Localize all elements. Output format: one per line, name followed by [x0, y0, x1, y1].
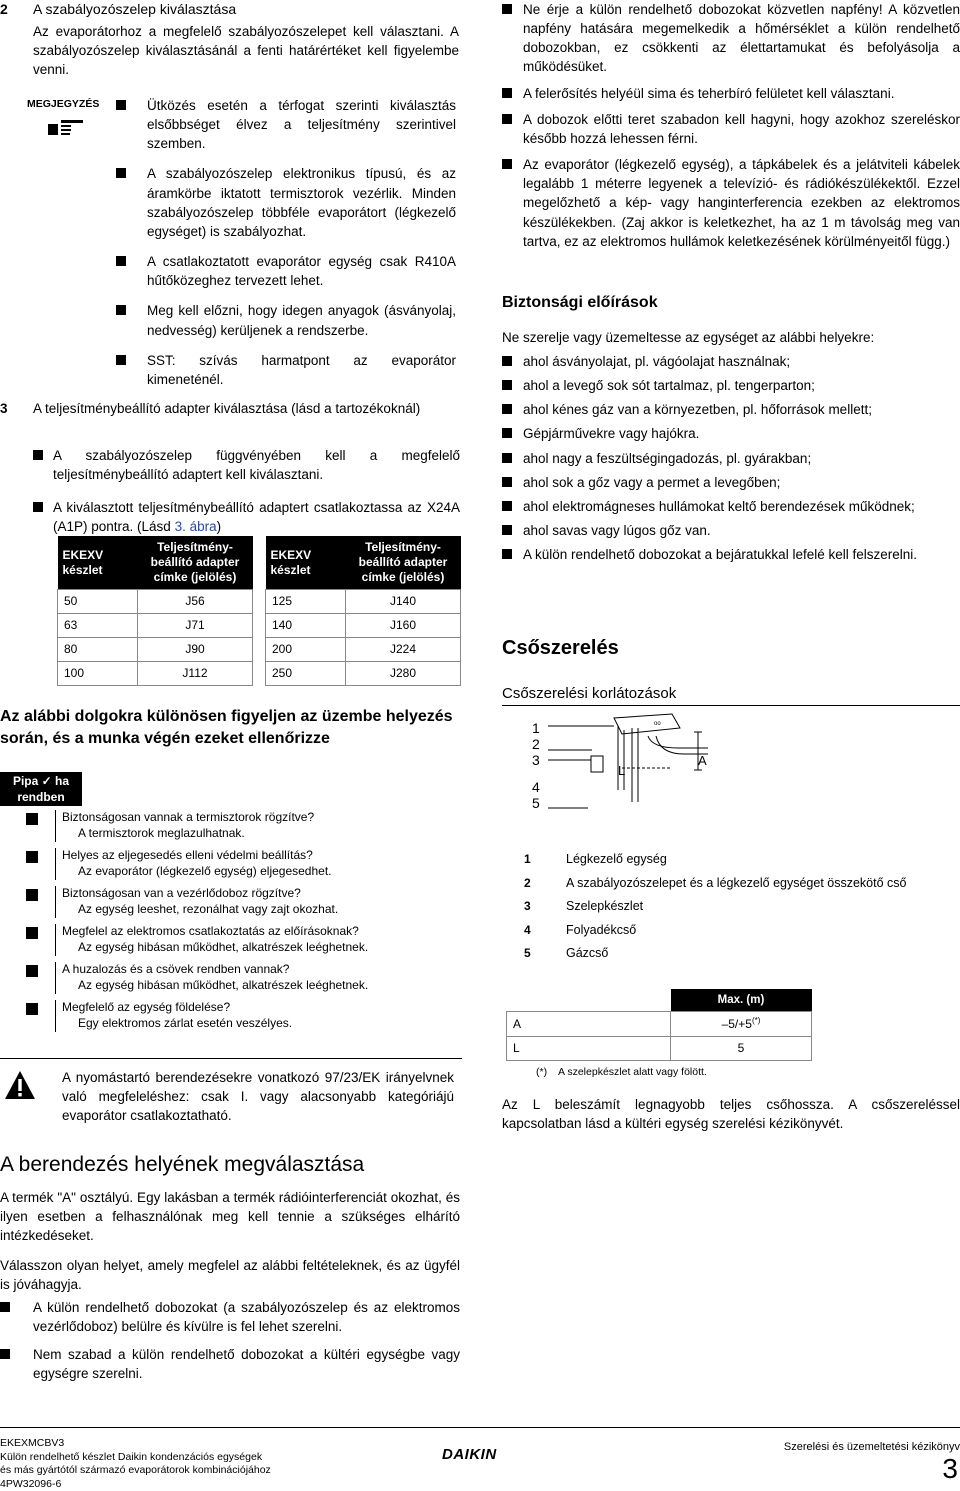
pipe-subtitle: Csőszerelési korlátozások: [502, 685, 677, 702]
note-item: A szabályozószelep elektronikus típusú, és az áramkörbe iktatott termisztorok vezérlik. Minden szabályozószelep többféle evaporátort (légkezelő egységet) is szabályozhat.: [116, 164, 456, 241]
footer-divider: [0, 1427, 960, 1428]
requirements-list: [502, 0, 960, 259]
place-list: [0, 1298, 460, 1392]
checkbox[interactable]: [26, 965, 38, 977]
section-3-text: A teljesítménybeállító adapter kiválasztása (lásd a tartozékoknál): [33, 401, 421, 416]
svg-text:oo: oo: [654, 721, 661, 727]
requirement-item: Ne érje a külön rendelhető dobozokat közvetlen napfény! A közvetlen napfény hatására megemelkedik a hőmérséklet a külön rendelhető dobozokban, ez csökkenti az élettartamukat és befolyásolja a működésüket.: [502, 0, 960, 77]
adapter-table-1: [57, 536, 253, 686]
section-title: A szabályozószelep kiválasztása: [33, 1, 237, 17]
table-row: 63 J71: [58, 614, 253, 638]
page-number: 3: [942, 1453, 958, 1484]
table-header: EKEXV készlet: [58, 536, 138, 590]
legend-item: 1 Légkezelő egység: [524, 852, 667, 866]
checkbox[interactable]: [26, 813, 38, 825]
daikin-logo: DAIKIN: [442, 1446, 497, 1463]
checklist-item: Megfelelő az egység földelése? Egy elektromos zárlat esetén veszélyes.: [0, 1000, 462, 1038]
safety-list: [502, 352, 960, 572]
warning-icon: [4, 1070, 36, 1105]
safety-item: ahol savas vagy lúgos gőz van.: [502, 521, 960, 540]
table-row: 50 J56: [58, 590, 253, 614]
adapter-table-2: [265, 536, 461, 686]
safety-item: ahol kénes gáz van a környezetben, pl. hőforrások mellett;: [502, 400, 960, 419]
table-header: Teljesítmény-beállító adapter címke (jelölés): [346, 536, 461, 590]
checkbox[interactable]: [26, 889, 38, 901]
diagram-numbers: 1 2 3 4 5: [532, 720, 540, 811]
note-item: SST: szívás harmatpont az evaporátor kimeneténél.: [116, 351, 456, 389]
s3-item: A kiválasztott teljesítménybeállító adaptert csatlakoztassa az X24A (A1P) pontra. (Lásd 3. ábra): [33, 498, 460, 536]
section-3: [0, 399, 460, 418]
divider: [502, 705, 960, 706]
checklist-item: Biztonságosan van a vezérlődoboz rögzítve? Az egység leeshet, rezonálhat vagy zajt okozhat.: [0, 886, 462, 924]
requirement-item: A dobozok előtti teret szabadon kell hagyni, hogy azokhoz szereléskor később hozzá lehessen férni.: [502, 110, 960, 148]
checklist-item: Megfelel az elektromos csatlakoztatás az előírásoknak? Az egység hibásan működhet, alkatrészek leéghetnek.: [0, 924, 462, 962]
checkbox[interactable]: [26, 1003, 38, 1015]
place-paragraph-1: A termék "A" osztályú. Egy lakásban a termék rádióinterferenciát okozhat, és ilyen esetben a felhasználónak meg kell tennie a szükséges elhárító intézkedéseket.: [0, 1190, 460, 1244]
place-title: A berendezés helyének megválasztása: [0, 1153, 365, 1176]
piping-diagram: [548, 712, 718, 822]
checkbox[interactable]: [26, 851, 38, 863]
table-row: 200 J224: [266, 638, 461, 662]
table-row: 140 J160: [266, 614, 461, 638]
table-row: 125 J140: [266, 590, 461, 614]
checklist-heading: Az alábbi dolgokra különösen figyeljen az üzembe helyezés során, és a munka végén ezeket ellenőrizze: [0, 708, 453, 747]
table-row: L 5: [507, 1037, 812, 1061]
section-2-heading: [0, 0, 462, 20]
note-list: [116, 96, 456, 400]
note-item: Ütközés esetén a térfogat szerinti kiválasztás elsőbbséget élvez a teljesítmény szerintivel szemben.: [116, 96, 456, 153]
place-item: Nem szabad a külön rendelhető dobozokat a kültéri egységbe vagy egységre szerelni.: [0, 1345, 460, 1383]
divider: [0, 1058, 462, 1059]
section-2-text: Az evaporátorhoz a megfelelő szabályozószelepet kell választani. A szabályozószelep kiválasztásánál a fenti határértéket kell figyelembe venni.: [33, 24, 459, 78]
place-item: A külön rendelhető dobozokat (a szabályozószelep és az elektromos vezérlődoboz) belülre és kívülre is fel lehet szerelni.: [0, 1298, 460, 1336]
section-3-list: [33, 446, 460, 545]
footer-manual-title: Szerelési és üzemeltetési kézikönyv: [783, 1441, 960, 1453]
section-number: 2: [0, 1, 8, 17]
table-header: Teljesítmény-beállító adapter címke (jelölés): [138, 536, 253, 590]
diagram-label-A: A: [698, 753, 707, 768]
max-length-table: [506, 989, 812, 1061]
safety-item: ahol ásványolajat, pl. vágóolajat használnak;: [502, 352, 960, 371]
legend-item: 5 Gázcső: [524, 946, 609, 960]
pipe-title: Csőszerelés: [502, 637, 619, 659]
note-label: MEGJEGYZÉS: [27, 98, 100, 110]
diagram-label-L: L: [618, 763, 626, 778]
table-row: 80 J90: [58, 638, 253, 662]
note-item: A csatlakoztatott evaporátor egység csak R410A hűtőközeghez tervezett lehet.: [116, 252, 456, 290]
table-footnote: (*) A szelepkészlet alatt vagy fölött.: [536, 1066, 707, 1078]
safety-intro: Ne szerelje vagy üzemeltesse az egységet az alábbi helyekre:: [502, 330, 875, 345]
table-row: 250 J280: [266, 662, 461, 686]
legend-item: 4 Folyadékcső: [524, 922, 637, 937]
safety-item: ahol nagy a feszültségingadozás, pl. gyárakban;: [502, 449, 960, 468]
checkbox[interactable]: [26, 927, 38, 939]
checklist-column-header: Pipa ✓ ha rendben: [0, 772, 82, 806]
table-header: Max. (m): [671, 989, 812, 1012]
requirement-item: Az evaporátor (légkezelő egység), a tápkábelek és a jelátviteli kábelek legalább 1 méterre legyenek a televízió- és rádiókészülékektől. Ezzel megelőzhető a kép- vagy hanginterferencia ezekben az elektromos készülékekben. (Zaj akkor is keletkezhet, ha az 1 m távolság meg van tartva, ez az elektromos hullámok keletkezésének körülményeitől függ.): [502, 155, 960, 251]
figure-link[interactable]: 3. ábra: [174, 519, 217, 535]
table-row: 100 J112: [58, 662, 253, 686]
pipe-final-text: Az L beleszámít legnagyobb teljes csőhossza. A csőszereléssel kapcsolatban lásd a kültéri egység szerelési kézikönyvét.: [502, 1097, 960, 1132]
safety-item: ahol a levegő sok sót tartalmaz, pl. tengerparton;: [502, 376, 960, 395]
checklist-item: Helyes az eljegesedés elleni védelmi beállítás? Az evaporátor (légkezelő egység) eljegesedhet.: [0, 848, 462, 886]
table-row: A –5/+5(*): [507, 1012, 812, 1037]
safety-item: A külön rendelhető dobozokat a bejáratukkal lefelé kell felszerelni.: [502, 545, 960, 564]
checklist-item: Biztonságosan vannak a termisztorok rögzítve? A termisztorok meglazulhatnak.: [0, 810, 462, 848]
s3-item: A szabályozószelep függvényében kell a megfelelő teljesítménybeállító adaptert kell kiválasztani.: [33, 446, 460, 484]
note-item: Meg kell előzni, hogy idegen anyagok (ásványolaj, nedvesség) kerüljenek a rendszerbe.: [116, 301, 456, 339]
table-header: EKEXV készlet: [266, 536, 346, 590]
diagram-legend: [524, 851, 960, 969]
legend-item: 3 Szelepkészlet: [524, 899, 644, 913]
legend-item: 2 A szabályozószelepet és a légkezelő egységet összekötő cső: [524, 875, 907, 890]
place-paragraph-2: Válasszon olyan helyet, amely megfelel az alábbi feltételeknek, és az ügyfél is jóváhagyja.: [0, 1258, 460, 1293]
footer-left: EKEXMCBV3 Külön rendelhető készlet Daikin kondenzációs egységek és más gyártótól származó evaporátorok kombinációjához 4PW32096-6: [0, 1437, 271, 1490]
note-hand-icon: [46, 117, 86, 144]
checklist: [0, 810, 462, 1038]
safety-title: Biztonsági előírások: [502, 294, 658, 311]
safety-item: ahol elektromágneses hullámokat keltő berendezések működnek;: [502, 497, 960, 516]
safety-item: ahol sok a gőz vagy a permet a levegőben;: [502, 473, 960, 492]
requirement-item: A felerősítés helyéül sima és teherbíró felületet kell választani.: [502, 84, 960, 103]
warning-text: A nyomástartó berendezésekre vonatkozó 97/23/EK irányelvnek való megfeleléshez: csak I. vagy alacsonyabb kategóriájú evaporátor csatlakoztatható.: [62, 1070, 454, 1124]
checklist-item: A huzalozás és a csövek rendben vannak? Az egység hibásan működhet, alkatrészek leéghetnek.: [0, 962, 462, 1000]
safety-item: Gépjárművekre vagy hajókra.: [502, 424, 960, 443]
section-number: 3: [0, 401, 8, 416]
